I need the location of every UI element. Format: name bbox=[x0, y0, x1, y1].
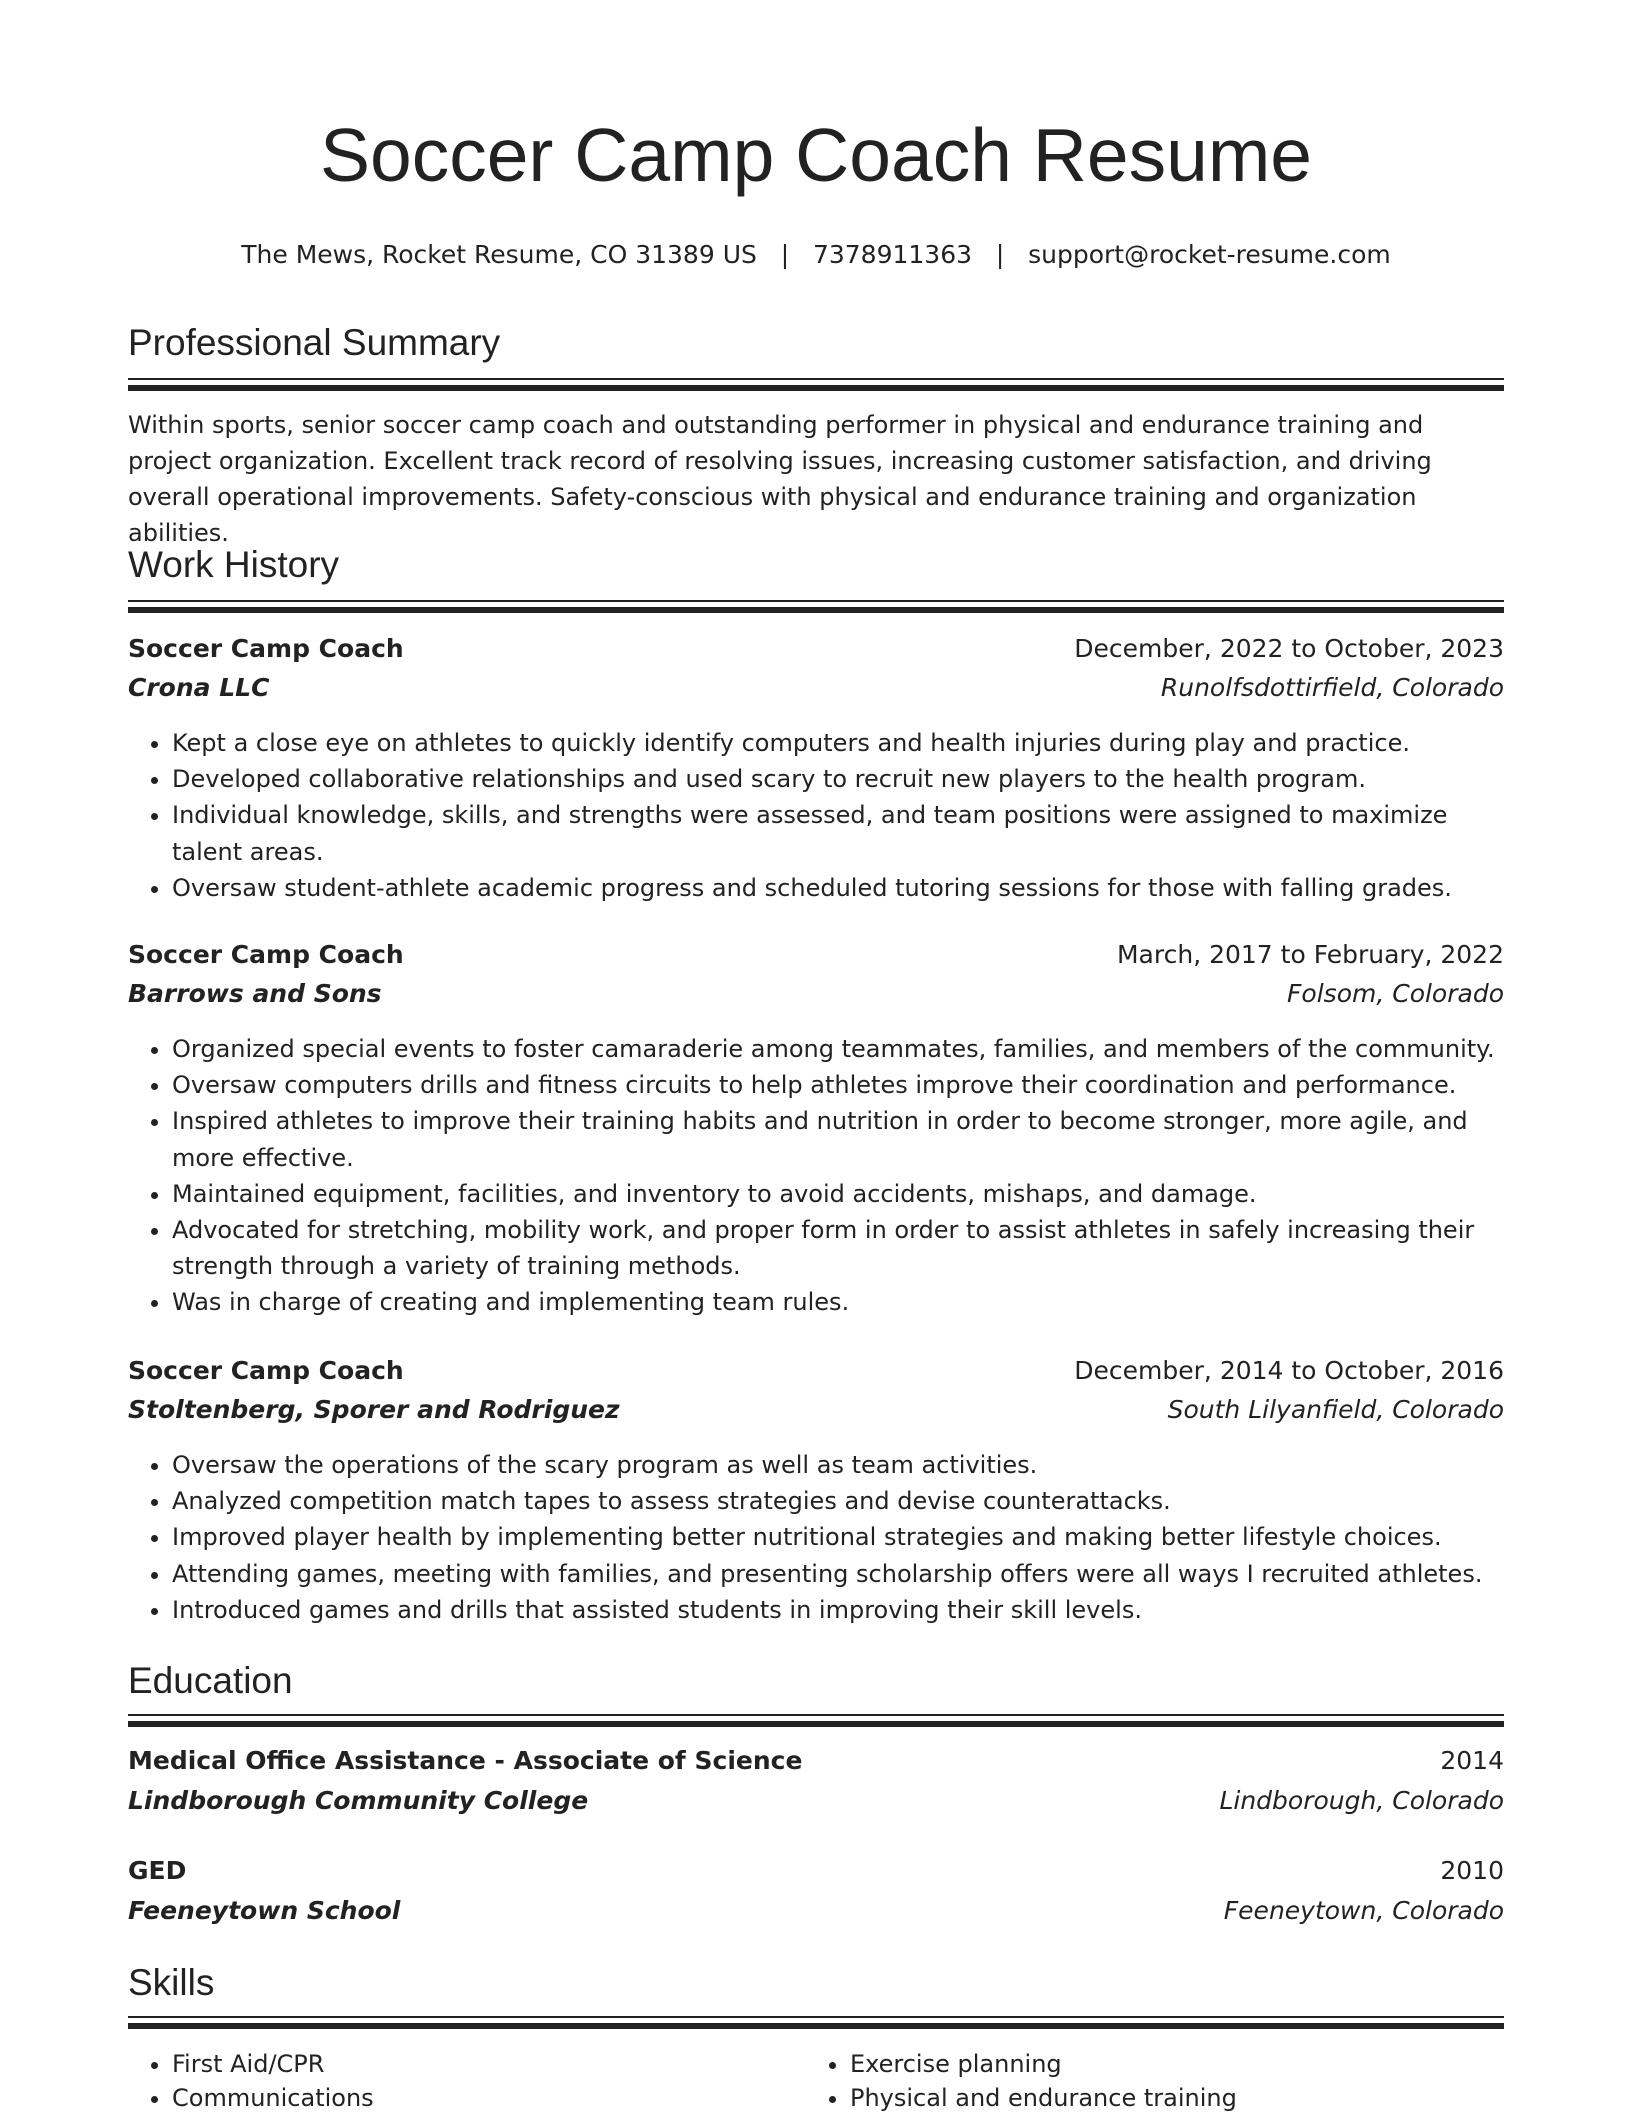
section-heading-education bbox=[128, 1662, 1504, 1699]
contact-line: The Mews, Rocket Resume, CO 31389 US | 7378911363 | support@rocket-resume.com bbox=[241, 240, 1391, 269]
job-company: Crona LLC bbox=[128, 673, 270, 702]
job-header bbox=[128, 1356, 1504, 1390]
skill-item: • First Aid/CPR bbox=[172, 2047, 788, 2081]
job-employer bbox=[128, 673, 1504, 707]
job-location: South Lilyanfield, Colorado bbox=[1167, 1395, 1504, 1424]
education-header bbox=[128, 1856, 1504, 1890]
section-divider-thin bbox=[128, 600, 1504, 602]
list-item: • Organized special events to foster camaraderie among teammates, families, and members of the community. bbox=[172, 1031, 1504, 1067]
list-item: • Attending games, meeting with families, and presenting scholarship offers were all ways I recruited athletes. bbox=[172, 1556, 1504, 1592]
job-bullets bbox=[128, 1447, 1504, 1628]
list-item: • Oversaw the operations of the scary program as well as team activities. bbox=[172, 1447, 1504, 1483]
education-header bbox=[128, 1746, 1504, 1780]
section-title: Skills bbox=[128, 1962, 215, 2003]
section-divider-thick bbox=[128, 1721, 1504, 1727]
job-title: Soccer Camp Coach bbox=[128, 940, 404, 969]
section-divider-thick bbox=[128, 2023, 1504, 2029]
job-employer bbox=[128, 1395, 1504, 1429]
job-dates: March, 2017 to February, 2022 bbox=[1116, 940, 1504, 969]
education-school-row bbox=[128, 1896, 1504, 1930]
skills-list-right bbox=[806, 2047, 1504, 2115]
job-title: Soccer Camp Coach bbox=[128, 1356, 404, 1385]
list-item: • Introduced games and drills that assisted students in improving their skill levels. bbox=[172, 1592, 1504, 1628]
list-item: • Maintained equipment, facilities, and inventory to avoid accidents, mishaps, and damage. bbox=[172, 1176, 1504, 1212]
job-bullets bbox=[128, 1031, 1504, 1321]
job-bullets bbox=[128, 725, 1504, 906]
list-item: • Kept a close eye on athletes to quickly identify computers and health injuries during play and practice. bbox=[172, 725, 1504, 761]
job-location: Folsom, Colorado bbox=[1287, 979, 1504, 1008]
section-divider-thin bbox=[128, 378, 1504, 380]
job-dates: December, 2022 to October, 2023 bbox=[1074, 634, 1504, 663]
section-divider-thick bbox=[128, 607, 1504, 613]
list-item: • Improved player health by implementing better nutritional strategies and making better lifestyle choices. bbox=[172, 1519, 1504, 1555]
job-header bbox=[128, 940, 1504, 974]
job-employer bbox=[128, 979, 1504, 1013]
section-divider-thin bbox=[128, 1714, 1504, 1716]
education-location: Feeneytown, Colorado bbox=[1223, 1896, 1504, 1925]
list-item: • Developed collaborative relationships and used scary to recruit new players to the health program. bbox=[172, 761, 1504, 797]
section-title: Professional Summary bbox=[128, 322, 501, 363]
list-item: • Advocated for stretching, mobility work, and proper form in order to assist athletes in safely increasing their strength through a variety of training methods. bbox=[172, 1212, 1504, 1284]
education-location: Lindborough, Colorado bbox=[1219, 1786, 1504, 1815]
list-item: • Analyzed competition match tapes to assess strategies and devise counterattacks. bbox=[172, 1483, 1504, 1519]
list-item: • Oversaw computers drills and fitness circuits to help athletes improve their coordination and performance. bbox=[172, 1067, 1504, 1103]
education-year: 2014 bbox=[1440, 1746, 1504, 1775]
section-title: Education bbox=[128, 1660, 293, 1701]
education-degree: Medical Office Assistance - Associate of Science bbox=[128, 1746, 803, 1775]
education-degree: GED bbox=[128, 1856, 187, 1885]
section-title: Work History bbox=[128, 544, 340, 585]
job-dates: December, 2014 to October, 2016 bbox=[1074, 1356, 1504, 1385]
skill-item: • Communications bbox=[172, 2081, 788, 2115]
section-heading-skills bbox=[128, 1964, 1504, 2001]
section-heading-work bbox=[128, 546, 1504, 583]
education-school: Feeneytown School bbox=[128, 1896, 401, 1925]
section-divider-thick bbox=[128, 385, 1504, 391]
skill-item: • Exercise planning bbox=[850, 2047, 1504, 2081]
job-title: Soccer Camp Coach bbox=[128, 634, 404, 663]
skill-item: • Physical and endurance training bbox=[850, 2081, 1504, 2115]
job-company: Barrows and Sons bbox=[128, 979, 382, 1008]
job-header bbox=[128, 634, 1504, 668]
job-company: Stoltenberg, Sporer and Rodriguez bbox=[128, 1395, 620, 1424]
page-title: Soccer Camp Coach Resume bbox=[319, 113, 1313, 197]
list-item: • Was in charge of creating and implementing team rules. bbox=[172, 1284, 1504, 1320]
summary-text: Within sports, senior soccer camp coach and outstanding performer in physical and endurance training and project organization. Excellent track record of resolving issues, increasing customer satisfaction, and driving overall operational improvements. Safety-conscious with physical and endurance training and organization abilities. bbox=[128, 411, 1432, 547]
section-divider-thin bbox=[128, 2016, 1504, 2018]
education-year: 2010 bbox=[1440, 1856, 1504, 1885]
education-school-row bbox=[128, 1786, 1504, 1820]
list-item: • Inspired athletes to improve their training habits and nutrition in order to become stronger, more agile, and more effective. bbox=[172, 1103, 1504, 1175]
list-item: • Oversaw student-athlete academic progress and scheduled tutoring sessions for those with falling grades. bbox=[172, 870, 1504, 906]
education-school: Lindborough Community College bbox=[128, 1786, 589, 1815]
skills-list-left bbox=[128, 2047, 788, 2115]
list-item: • Individual knowledge, skills, and strengths were assessed, and team positions were assigned to maximize talent areas. bbox=[172, 797, 1504, 869]
job-location: Runolfsdottirfield, Colorado bbox=[1160, 673, 1504, 702]
section-heading-summary bbox=[128, 324, 1504, 361]
